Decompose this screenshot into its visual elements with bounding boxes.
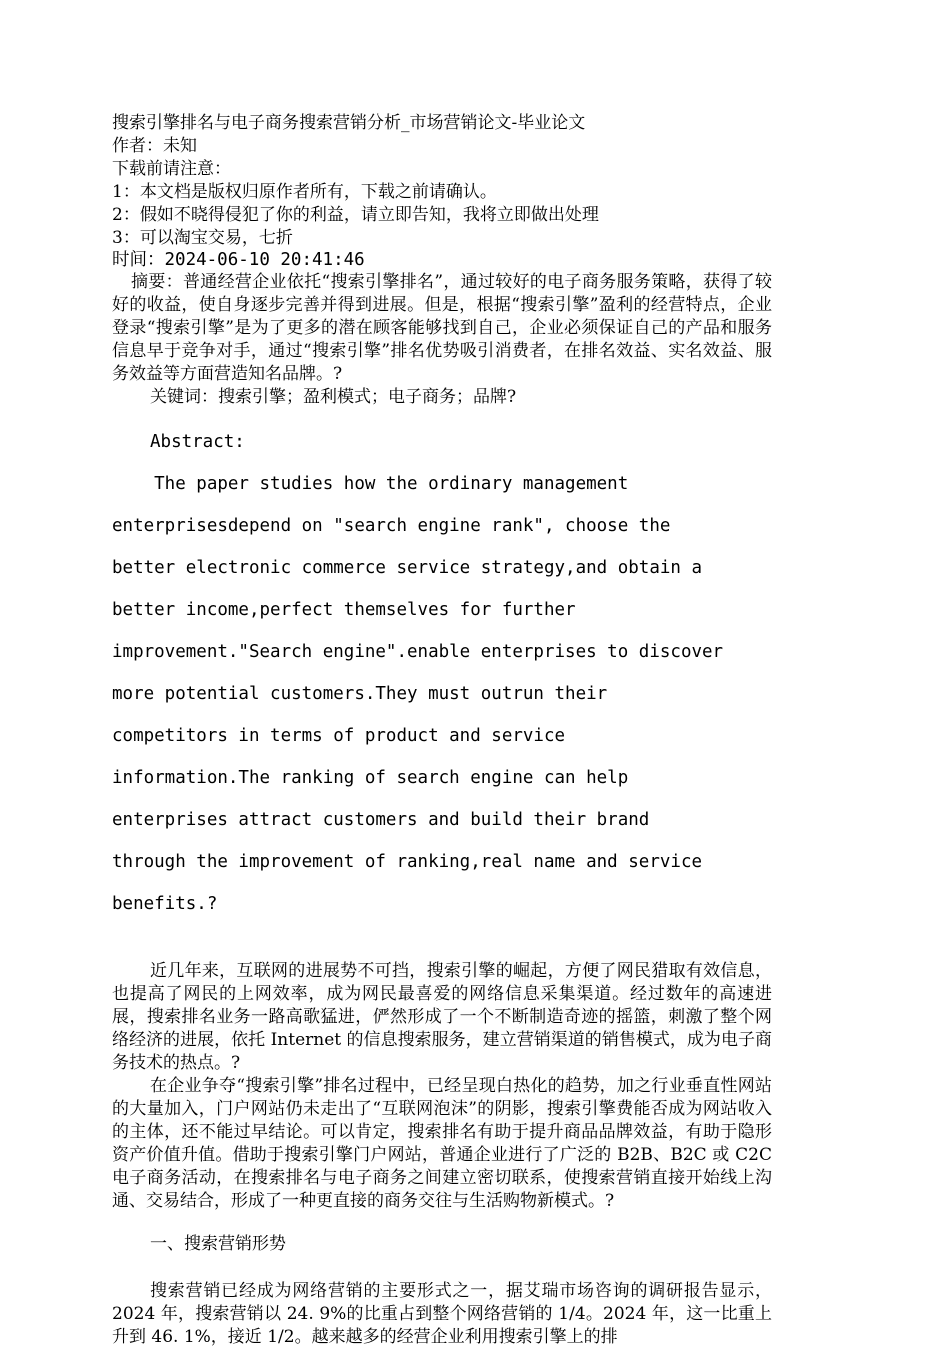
- author-line: 作者：未知: [112, 136, 197, 156]
- abstract-en-line: through the improvement of ranking,real name and service: [112, 852, 703, 872]
- abstract-en-line: improvement."Search engine".enable enterprises to discover: [112, 642, 724, 662]
- section-heading: 一、搜索营销形势: [150, 1234, 286, 1254]
- notice-item: 2：假如不晓得侵犯了你的利益，请立即告知，我将立即做出处理: [112, 205, 599, 225]
- abstract-en-label: Abstract:: [150, 432, 245, 452]
- abstract-cn: 摘要：普通经营企业依托“搜索引擎排名”，通过较好的电子商务服务策略，获得了较好的收益，使自身逐步完善并得到进展。但是，根据“搜索引擎”盈利的经营特点，企业登录“搜索引擎”是为了更多的潜在顾客能够找到自己，企业必须保证自己的产品和服务信息早于竞争对手，通过“搜索引擎”排名优势吸引消费者，在排名效益、实名效益、服务效益等方面营造知名品牌。?: [112, 272, 772, 384]
- notice-item: 1：本文档是版权归原作者所有，下载之前请确认。: [112, 182, 497, 202]
- notice-item: 3：可以淘宝交易，七折: [112, 228, 293, 248]
- abstract-en-line: enterprisesdepend on "search engine rank", choose the: [112, 516, 671, 536]
- document-page: [112, 112, 772, 1349]
- abstract-en-line: The paper studies how the ordinary management: [112, 474, 629, 494]
- abstract-en-line: competitors in terms of product and service: [112, 726, 566, 746]
- abstract-en-line: more potential customers.They must outrun their: [112, 684, 608, 704]
- timestamp-line: 时间：2024-06-10 20:41:46: [112, 250, 365, 270]
- abstract-en-line: enterprises attract customers and build their brand: [112, 810, 650, 830]
- abstract-en-line: benefits.?: [112, 894, 218, 914]
- abstract-en-line: information.The ranking of search engine can help: [112, 768, 629, 788]
- document-title: 搜索引擎排名与电子商务搜索营销分析_市场营销论文-毕业论文: [112, 113, 586, 133]
- notice-header: 下载前请注意：: [112, 159, 231, 179]
- keywords-line: 关键词：搜索引擎；盈利模式；电子商务；品牌?: [150, 387, 517, 407]
- body-paragraph-1: 近几年来，互联网的进展势不可挡，搜索引擎的崛起，方便了网民猎取有效信息，也提高了网民的上网效率，成为网民最喜爱的网络信息采集渠道。经过数年的高速进展，搜索排名业务一路高歌猛进，俨然形成了一个不断制造奇迹的摇篮，刺激了整个网络经济的进展，依托 Internet 的信息搜索服务，建立营销渠道的销售模式，成为电子商务技术的热点。?: [112, 961, 772, 1073]
- body-paragraph-3: 搜索营销已经成为网络营销的主要形式之一，据艾瑞市场咨询的调研报告显示，2024 年，搜索营销以 24. 9%的比重占到整个网络营销的 1/4。2024 年，这一比重上升到 46. 1%，接近 1/2。越来越多的经营企业利用搜索引擎上的排: [112, 1281, 772, 1347]
- abstract-en-body: [112, 453, 772, 936]
- abstract-en-line: better income,perfect themselves for further: [112, 600, 576, 620]
- abstract-en-line: better electronic commerce service strategy,and obtain a: [112, 558, 703, 578]
- body-paragraph-2: 在企业争夺“搜索引擎”排名过程中，已经呈现白热化的趋势，加之行业垂直性网站的大量加入，门户网站仍未走出了“互联网泡沫”的阴影，搜索引擎费能否成为网站收入的主体，还不能过早结论。可以肯定，搜索排名有助于提升商品品牌效益，有助于隐形资产价值升值。借助于搜索引擎门户网站，普通企业进行了广泛的 B2B、B2C 或 C2C 电子商务活动，在搜索排名与电子商务之间建立密切联系，使搜索营销直接开始线上沟通、交易结合，形成了一种更直接的商务交往与生活购物新模式。?: [112, 1076, 772, 1211]
